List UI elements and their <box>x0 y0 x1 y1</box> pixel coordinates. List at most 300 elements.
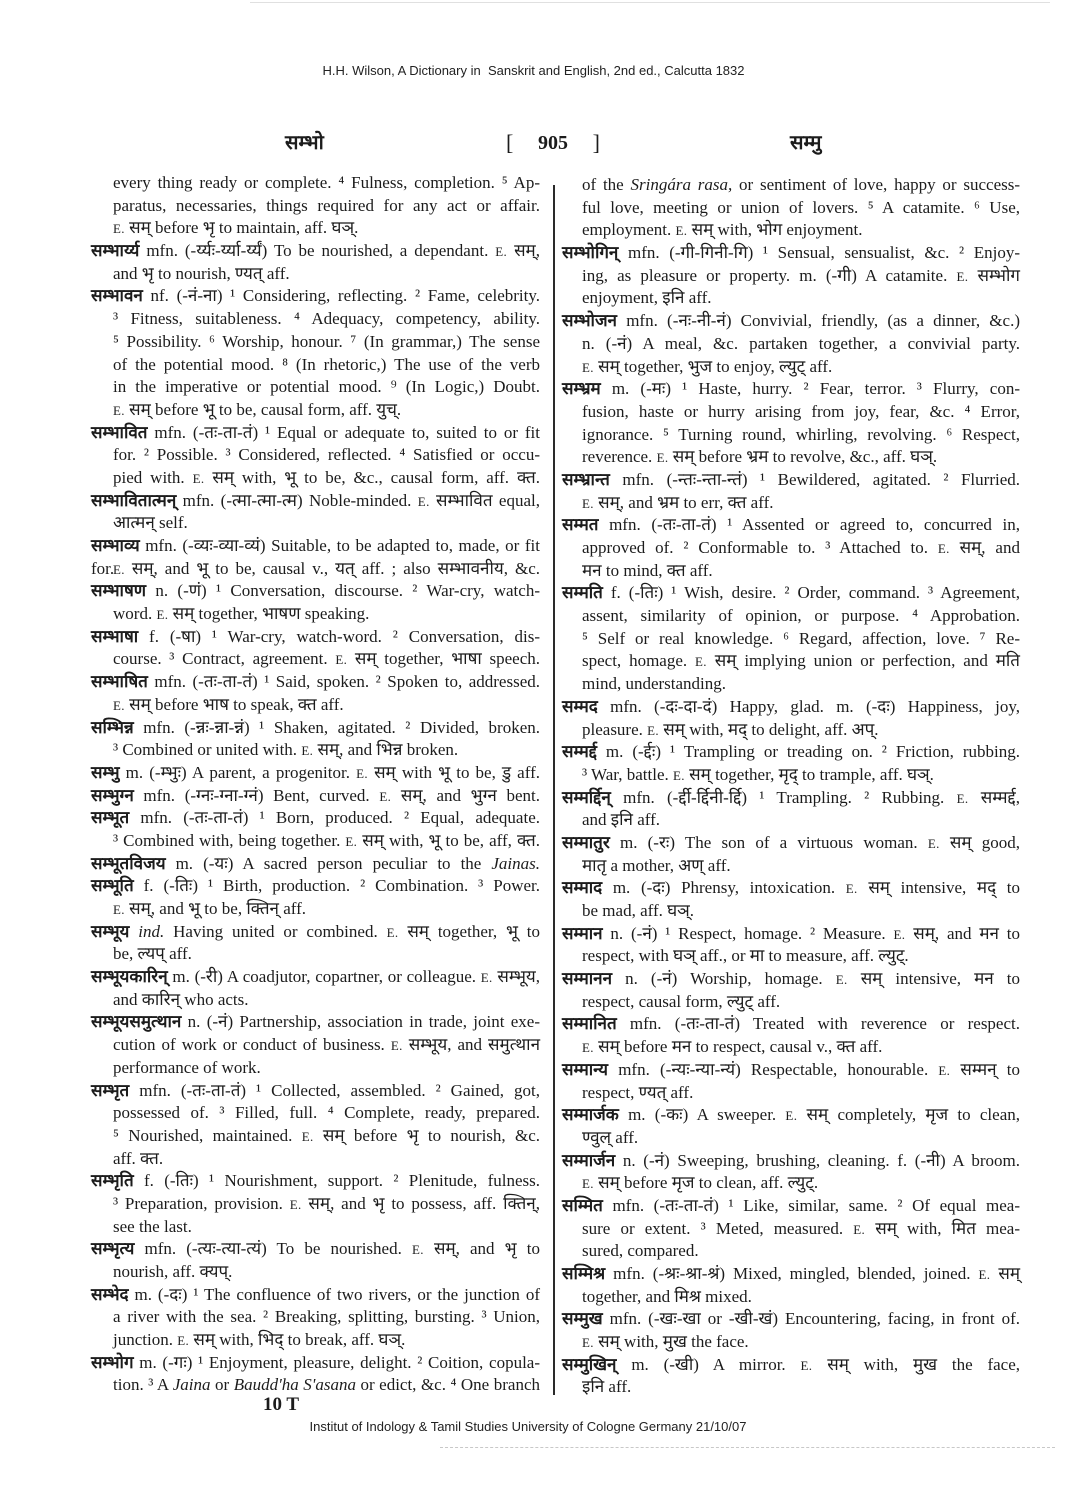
text-run: सम्, and भू to be, causal v., यत् aff. ; also सम्भावनीय, &c. <box>124 558 540 578</box>
entry-line <box>91 376 540 399</box>
headword: सम्भूति <box>91 876 134 896</box>
text-run: f. (-षा) ¹ War-cry, watch-word. ² Conversation, dis- <box>138 626 540 646</box>
line-content <box>113 1375 540 1394</box>
entry-line <box>562 650 1020 673</box>
dictionary-entry <box>562 242 1020 310</box>
line-content <box>562 833 1020 852</box>
text-run: ⁵ Possibility. ⁶ Worship, honour. ⁷ (In grammar,) The sense <box>113 331 540 351</box>
text-run: possessed of. ³ Filled, full. ⁴ Complete, ready, prepared. <box>113 1103 540 1123</box>
entry-line <box>562 219 1020 242</box>
line-content <box>582 220 862 239</box>
text-run: of the potential mood. ⁸ (In rhetoric,) The use of the verb <box>113 354 540 374</box>
text-run: be, ल्यप् aff. <box>113 944 192 964</box>
text-run: mfn. (-तः-ता-तं) ¹ Said, spoken. ² Spoken to, addressed. <box>147 672 540 692</box>
text-run: f. (-तिः) ¹ Wish, desire. ² Order, command. ³ Agreement, <box>602 583 1020 603</box>
headword: सम्भाषित <box>91 672 148 692</box>
etymology-marker: E. <box>356 765 368 781</box>
text-run: mfn. (-न्नः-न्ना-न्नं) ¹ Shaken, agitated. ² Divided, broken. <box>133 717 540 737</box>
text-run: m. (-मः) ¹ Haste, hurry. ² Fear, terror. ³ Flurry, con- <box>600 379 1020 399</box>
text-run: सम् intensive, मन to <box>847 969 1021 989</box>
line-content <box>562 742 1020 761</box>
line-content <box>582 1377 631 1396</box>
dictionary-entry <box>91 875 540 920</box>
text-run: for. ² Possible. ³ Considered, reflected. ⁴ Satisfied or occu- <box>113 445 540 465</box>
dictionary-entry <box>91 580 540 625</box>
text-run: mfn. (-तः-ता-तं) Treated with reverence or respect. <box>616 1014 1020 1034</box>
text-run: सम् with, मित mea- <box>865 1218 1020 1238</box>
text-run: mfn. (-गी-गिनी-गि) ¹ Sensual, sensualist, &c. ² Enjoy- <box>618 243 1020 263</box>
entry-headword-line <box>562 514 1020 537</box>
entry-line <box>562 1127 1020 1150</box>
text-run: see the last. <box>113 1216 192 1236</box>
text-run: mfn. (-खः-खा or -खी-खं) Encountering, facing, in front of. <box>602 1309 1020 1329</box>
dictionary-entry <box>562 1013 1020 1058</box>
line-content <box>582 674 726 693</box>
entry-line <box>562 1331 1020 1354</box>
entry-headword-line <box>562 1013 1020 1036</box>
line-content <box>562 515 1020 534</box>
entry-headword-line <box>562 741 1020 764</box>
etymology-marker: E. <box>177 1333 190 1349</box>
line-content <box>562 924 1020 943</box>
entry-line <box>562 764 1020 787</box>
signature-mark: 10 T <box>263 1394 300 1415</box>
line-content <box>113 1217 192 1236</box>
line-content <box>113 740 458 759</box>
text-run: mfn. (-तः-ता-तं) ¹ Assented or agreed to, concurred in, <box>598 515 1020 535</box>
text-run: mfn. (-तः-ता-तं) ¹ Like, similar, same. ² Of equal mea- <box>602 1195 1020 1215</box>
line-content <box>113 604 369 623</box>
line-content <box>91 627 540 646</box>
etymology-marker: E. <box>835 972 848 988</box>
line-content <box>582 1332 749 1351</box>
line-content <box>582 1173 818 1192</box>
entry-line <box>91 1216 540 1239</box>
entry-line <box>562 424 1020 447</box>
entry-headword-line <box>562 1263 1020 1286</box>
text-run: सम् before भू to be, causal form, aff. युच्. <box>124 399 402 419</box>
entry-line <box>562 1218 1020 1241</box>
digitization-credit: Institut of Indology & Tamil Studies University of Cologne Germany 21/10/07 <box>309 1419 747 1434</box>
dictionary-entry <box>91 285 540 421</box>
entry-headword-line <box>91 921 540 944</box>
text-run: सम्, and भृ to possess, aff. क्तिन्, <box>301 1193 540 1213</box>
etymology-marker: E. <box>289 1196 302 1212</box>
entry-headword-line <box>562 1354 1020 1377</box>
line-content <box>113 990 249 1009</box>
text-run: ing, as pleasure or property. m. (-गी) A catamite. <box>582 265 957 285</box>
entry-headword-line <box>91 626 540 649</box>
headword: सम्मानन <box>562 969 613 989</box>
dictionary-entry <box>91 807 540 852</box>
entry-line <box>91 898 540 921</box>
headword: सम्भृत <box>91 1080 130 1100</box>
entry-line <box>562 401 1020 424</box>
line-content <box>113 309 540 328</box>
entry-line <box>91 1125 540 1148</box>
text-run: mfn. (-व्यः-व्या-व्यं) Suitable, to be adapted to, made, or fit for. <box>91 536 540 578</box>
entry-headword-line <box>91 285 540 308</box>
text-run: ³ Fitness, suitableness. ⁴ Adequacy, competency, ability. <box>113 309 540 329</box>
text-run: n. (-नं) Worship, homage. <box>612 969 836 989</box>
etymology-marker: E. <box>695 654 707 670</box>
entry-headword-line <box>562 378 1020 401</box>
text-run: सम्मर्द्द, <box>968 787 1020 807</box>
headword: सम्भूत <box>91 808 130 828</box>
dictionary-entry <box>562 1195 1020 1263</box>
dictionary-entry <box>91 1238 540 1283</box>
running-head-right: सम्मु <box>790 132 822 154</box>
text-run: सम् with, भिद् to break, aff. घञ्. <box>189 1330 406 1350</box>
entry-headword-line <box>91 580 540 603</box>
text-run: respect, causal form, ल्युट् aff. <box>582 991 781 1011</box>
text-run: of the <box>582 175 631 194</box>
entry-line <box>562 1240 1020 1263</box>
text-run: n. (-णं) ¹ Conversation, discourse. ² War-cry, watch- <box>146 581 540 601</box>
line-content <box>113 445 540 464</box>
text-run: respect, ण्यत् aff. <box>582 1082 694 1102</box>
etymology-marker: E. <box>800 1357 813 1373</box>
text-run: मन to mind, क्त aff. <box>582 560 713 580</box>
entry-headword-line <box>91 1284 540 1307</box>
text-run: n. (-नं) A meal, &c. partaken together, a convivial party. <box>582 333 1020 353</box>
entry-line <box>91 558 540 581</box>
text-run: ignorance. ⁵ Turning round, whirling, revolving. ⁶ Respect, <box>582 424 1020 444</box>
etymology-marker: E. <box>156 607 169 623</box>
line-content <box>91 922 540 941</box>
headword: सम्भोग <box>91 1352 134 1372</box>
etymology-marker: E. <box>582 495 594 511</box>
text-run: together, and मिश्र mixed. <box>582 1286 752 1306</box>
line-content <box>91 763 540 782</box>
entry-line <box>91 1329 540 1352</box>
etymology-marker: E. <box>785 1108 798 1124</box>
headword: सम्भाषा <box>91 626 139 646</box>
text-run: mfn. (-श्रः-श्रा-श्रं) Mixed, mingled, blended, joined. <box>605 1264 979 1283</box>
text-run: सम्भोग <box>968 265 1020 285</box>
entry-line <box>562 560 1020 583</box>
text-run: cution of work or conduct of business. <box>113 1035 391 1055</box>
text-run: every thing ready or complete. ⁴ Fulness, completion. ⁵ Ap- <box>113 173 540 192</box>
entry-line <box>562 1172 1020 1195</box>
headword: सम्भिन्न <box>91 717 134 737</box>
entry-line <box>91 1306 540 1329</box>
entry-headword-line <box>91 1238 540 1261</box>
headword: सम्माद <box>562 878 603 898</box>
entry-line <box>91 1034 540 1057</box>
text-run: n. (-नं) ¹ Respect, homage. ² Measure. <box>602 923 894 943</box>
text-run: सम्, and मन to <box>905 923 1020 943</box>
headword: सम्मर्द्दिन् <box>562 787 611 807</box>
line-content <box>91 1171 540 1190</box>
headword: सम्भावित <box>91 422 148 442</box>
line-content <box>113 831 540 850</box>
entry-line <box>562 900 1020 923</box>
dictionary-entry <box>91 1011 540 1079</box>
dictionary-entry <box>91 422 540 490</box>
etymology-marker: E. <box>113 402 125 418</box>
etymology-marker: E. <box>113 561 125 577</box>
text-run: सम् with, भू to be, aff, क्त. <box>357 830 540 850</box>
entry-line <box>562 991 1020 1014</box>
text-run: m. (-यः) A sacred person peculiar to the <box>165 853 492 873</box>
text-run: सम् before भाष to speak, क्त aff. <box>124 694 344 714</box>
line-content <box>113 513 188 532</box>
entry-line <box>91 308 540 331</box>
text-run: and कारिन् who acts. <box>113 989 249 1009</box>
entry-headword-line <box>562 832 1020 855</box>
entry-line <box>562 1082 1020 1105</box>
text-run: सम् before मन to respect, causal v., क्त aff. <box>593 1037 883 1057</box>
headword: सम्भोजन <box>562 311 617 331</box>
text-run: सम्, and <box>949 538 1020 557</box>
text-run: सम्, and भिन्न broken. <box>313 740 459 760</box>
dictionary-entry <box>91 671 540 716</box>
etymology-marker: E. <box>411 1242 424 1258</box>
headword: सम्भूयसमुत्थान <box>91 1012 182 1032</box>
entry-line <box>91 1261 540 1284</box>
dictionary-entry <box>562 1354 1020 1399</box>
entry-line <box>562 1376 1020 1399</box>
bracket-open: [ <box>506 130 514 155</box>
italic-term: ind. <box>138 921 165 941</box>
etymology-marker: E. <box>956 790 969 806</box>
line-content <box>582 538 1020 557</box>
italic-term: Jaina <box>172 1375 211 1395</box>
text-run: paratus, necessaries, things required for any act or affair. <box>113 195 540 215</box>
text-run: mfn. (-तः-ता-तं) ¹ Equal or adequate to, suited to or fit <box>147 422 540 442</box>
entry-headword-line <box>562 923 1020 946</box>
headword: सम्मति <box>562 583 603 603</box>
line-content <box>582 493 773 512</box>
text-run: or sentiment of love, happy or success- <box>732 175 1021 194</box>
headword: सम्मर्द्द <box>562 742 597 762</box>
text-run: m. (-रः) The son of a virtuous woman. <box>609 832 928 852</box>
line-content <box>582 946 909 965</box>
text-run: mfn. (-तः-ता-तं) ¹ Born, produced. ² Equal, adequate. <box>129 808 540 828</box>
line-content <box>91 286 540 305</box>
source-citation: H.H. Wilson, A Dictionary in Sanskrit and English, 2nd ed., Calcutta 1832 <box>322 63 745 78</box>
text-run: pleasure. <box>582 719 648 739</box>
dictionary-entry <box>562 310 1020 378</box>
etymology-marker: E. <box>113 697 125 713</box>
line-content <box>113 1126 540 1145</box>
line-content <box>582 856 731 875</box>
text-run: f. (-तिः) ¹ Birth, production. ² Combination. ³ Power. <box>133 876 540 896</box>
headword: सम्मिश्र <box>562 1264 606 1283</box>
text-run: सम्, and भुग्न bent. <box>391 785 540 805</box>
entry-line <box>562 333 1020 356</box>
text-run: सम् with, मुख the face. <box>593 1332 749 1352</box>
text-run: reverence. <box>582 447 657 467</box>
column-right <box>562 174 1020 1399</box>
text-run: इनि aff. <box>582 1377 632 1397</box>
text-run: सम् together, भाषा speech. <box>347 649 541 669</box>
line-content <box>582 901 694 920</box>
dictionary-entry <box>91 172 540 240</box>
line-content <box>91 423 540 442</box>
dictionary-entry <box>562 1150 1020 1195</box>
entry-headword-line <box>91 966 540 989</box>
entry-headword-line <box>562 1150 1020 1173</box>
entry-line <box>91 1193 540 1216</box>
entry-headword-line <box>91 1080 540 1103</box>
headword: सम्भूय <box>91 921 130 941</box>
line-content <box>113 1194 540 1213</box>
line-content <box>91 967 540 986</box>
line-content <box>582 357 832 376</box>
line-content <box>113 899 306 918</box>
text-run: respect, with घञ् aff., or मा to measure, aff. ल्युट्. <box>582 946 909 966</box>
line-content <box>113 468 540 487</box>
text-run: सम् together, भू to <box>398 921 540 941</box>
line-content <box>582 765 934 784</box>
line-content <box>582 1128 638 1147</box>
text-run <box>129 922 138 941</box>
line-content <box>91 718 540 737</box>
line-content <box>562 583 1020 602</box>
text-run: सम् before भृ to nourish, &c. <box>313 1125 540 1145</box>
text-run: m. (-गः) ¹ Enjoyment, pleasure, delight. ² Coition, copula- <box>133 1352 540 1372</box>
entry-headword-line <box>91 671 540 694</box>
line-content <box>582 425 1020 444</box>
dictionary-entry <box>562 514 1020 582</box>
line-content <box>582 1083 693 1102</box>
scan-top-edge <box>250 2 1050 3</box>
text-run: मातृ a mother, अण् aff. <box>582 855 731 875</box>
column-divider <box>553 185 555 1395</box>
bracket-close: ] <box>592 130 600 155</box>
entry-line <box>562 673 1020 696</box>
line-content <box>91 854 540 873</box>
line-content <box>113 1330 405 1349</box>
entry-headword-line <box>91 807 540 830</box>
dictionary-entry <box>562 1263 1020 1308</box>
line-content <box>582 334 1020 353</box>
dictionary-entry <box>562 968 1020 1013</box>
line-content <box>562 1264 1020 1283</box>
entry-headword-line <box>562 787 1020 810</box>
line-content <box>562 470 1020 489</box>
text-run: सम् completely, मृज to clean, <box>797 1105 1020 1125</box>
line-content <box>113 944 192 963</box>
entry-line <box>562 537 1020 560</box>
line-content <box>91 241 540 260</box>
line-content <box>562 788 1020 807</box>
page-number: 905 <box>538 132 568 154</box>
dictionary-entry <box>91 1352 540 1397</box>
entry-line <box>562 809 1020 832</box>
line-content <box>113 400 401 419</box>
text-run: mfn. (-न्तः-न्ता-न्तं) ¹ Bewildered, agitated. ² Flurried. <box>609 469 1020 489</box>
text-run: m. (-री) A coadjutor, copartner, or colleague. <box>167 967 481 987</box>
entry-line <box>91 217 540 240</box>
text-run: सम् with, मद् to delight, aff. अप्. <box>659 719 879 739</box>
line-content <box>91 1285 540 1304</box>
entry-headword-line <box>91 490 540 513</box>
headword: सम्मार्जन <box>562 1150 616 1170</box>
text-run: ण्वुल् aff. <box>582 1127 639 1147</box>
entry-headword-line <box>562 877 1020 900</box>
dictionary-entry <box>562 787 1020 832</box>
line-content <box>91 876 540 895</box>
headword: सम्मद <box>562 696 598 716</box>
dictionary-entry <box>91 490 540 535</box>
entry-headword-line <box>91 240 540 263</box>
line-content <box>582 606 1020 625</box>
text-run: aff. क्त. <box>113 1148 164 1168</box>
text-run: enjoyment, इनि aff. <box>582 288 712 308</box>
line-content <box>113 355 540 374</box>
entry-headword-line <box>562 469 1020 492</box>
text-run: mfn. (-तः-ता-तं) ¹ Collected, assembled. ² Gained, got, <box>129 1080 540 1100</box>
line-content <box>562 878 1020 897</box>
headword: सम्भृत्य <box>91 1239 135 1259</box>
headword: सम्भाषण <box>91 581 147 601</box>
line-content <box>582 1287 752 1306</box>
etymology-marker: E. <box>582 359 594 375</box>
entry-headword-line <box>562 1308 1020 1331</box>
etymology-marker: E. <box>647 722 660 738</box>
line-content <box>113 1035 540 1054</box>
entry-line <box>562 628 1020 651</box>
line-content <box>113 1058 261 1077</box>
etymology-marker: E. <box>335 652 348 668</box>
line-content <box>562 243 1020 262</box>
line-content <box>113 196 540 215</box>
entry-line <box>91 512 540 535</box>
entry-line <box>562 446 1020 469</box>
text-run: सम्, and भृ to <box>423 1239 540 1259</box>
dictionary-entry <box>562 877 1020 922</box>
line-content <box>113 218 358 237</box>
etymology-marker: E. <box>417 493 430 509</box>
column-left <box>91 172 540 1397</box>
headword: सम्भोगिन् <box>562 243 619 263</box>
line-content <box>582 447 937 466</box>
entry-headword-line <box>91 853 540 876</box>
dictionary-entry <box>91 1080 540 1171</box>
etymology-marker: E. <box>301 743 314 759</box>
text-run: m. (-खी) A mirror. <box>616 1354 801 1374</box>
entry-line <box>91 331 540 354</box>
text-run: सम् before भ्रम to revolve, &c., aff. घञ्. <box>668 447 938 467</box>
line-content <box>113 1307 540 1326</box>
text-run: mfn. (-त्यः-त्या-त्यं) To be nourished. <box>134 1239 412 1259</box>
line-content <box>562 1355 1020 1374</box>
entry-line <box>562 174 1020 197</box>
entry-line <box>91 354 540 377</box>
line-content <box>91 1239 540 1258</box>
entry-headword-line <box>562 582 1020 605</box>
dictionary-entry <box>562 923 1020 968</box>
line-content <box>113 1262 232 1281</box>
entry-headword-line <box>91 1011 540 1034</box>
dictionary-entry <box>91 853 540 876</box>
text-run: m. (-दः) Phrensy, intoxication. <box>602 878 846 898</box>
line-content <box>562 1151 1020 1170</box>
italic-term: Jainas. <box>491 853 540 873</box>
text-run: f. (-तिः) ¹ Nourishment, support. ² Plenitude, fulness. <box>133 1171 540 1191</box>
etymology-marker: E. <box>673 767 685 783</box>
text-run: word. <box>113 604 157 624</box>
headword: सम्भेद <box>91 1284 129 1304</box>
entry-line <box>91 172 540 195</box>
text-run: spect, homage. <box>582 651 696 671</box>
text-run: सम् intensive, मद् to <box>857 878 1020 898</box>
text-run: सम् with भू to be, डु aff. <box>367 762 540 782</box>
entry-headword-line <box>562 968 1020 991</box>
